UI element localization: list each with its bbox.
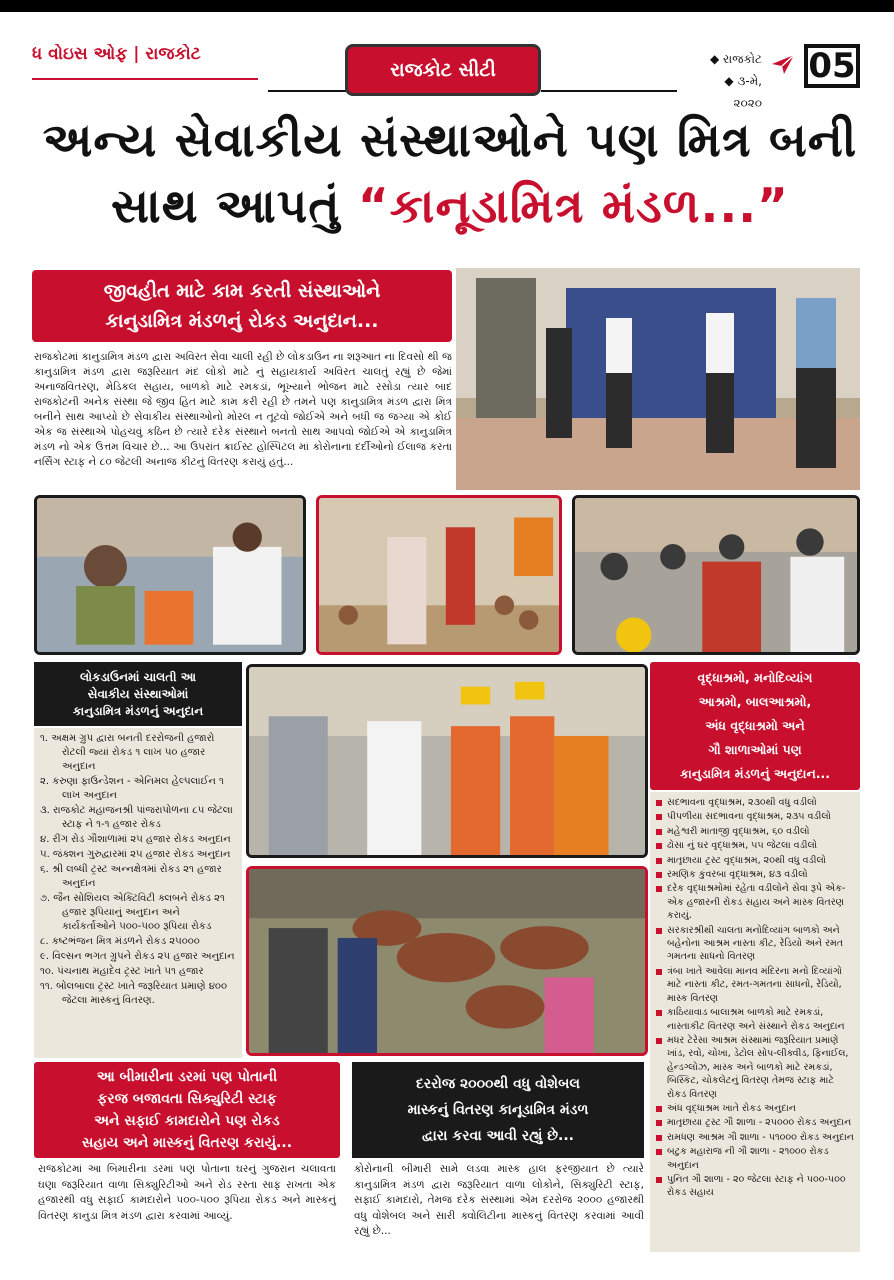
story3-title xyxy=(352,1062,644,1158)
story2-title-line4: સહાય અને માસ્કનું વિતરણ કરાયું... xyxy=(81,1135,293,1151)
headline-line2 xyxy=(30,174,870,240)
grant-list-item: ૮. કષ્ટભંજન મિત્ર મંડળને રોકડ ૨૫૦૦૦ xyxy=(40,936,200,947)
photo-distribution-1 xyxy=(34,495,306,655)
shelter-list-item: બટુક મહારાજ ની ગૌ શાળા - ૨૧૦૦૦ રોકડ અનુદાન xyxy=(655,1145,855,1172)
masthead-pre: ધ વોઇસ ઓફ xyxy=(32,44,128,64)
shelter-list-item: માતૃછાયા ટ્રસ્ટ વૃદ્ધાશ્રમ, ૨૦થી વધુ વડીલો xyxy=(655,854,855,867)
headline-line2-prefix: સાથ આપતું xyxy=(111,179,341,234)
story1-body: રાજકોટમાં કાનુડામિત્ર મંડળ દ્વારા અવિરત સેવા ચાલી રહી છે લોકડાઉન ના શરૂઆત ના દિવસો થી જ કાનુડામિત્ર મંડળ દ્વારા જરૂરિયાત મંદ લોકો માટે નું સહાયકાર્ય અવિરત ચાલતું રહ્યું છે જેમાં અનાજવિતરણ, મેડિકલ સહાય, બાળકો માટે રમકડાં, ભૂખ્યાને ભોજન માટે રસોડા ત્યાર બાદ રાજકોટની અનેક સંસ્થા જે જીવ હિત માટે કામ કરી રહી છે તમને પણ કાનુડામિત્ર મંડળ દ્વારા મિત્ર બનીને સાથ આપ્યો છે સેવાકીય સંસ્થાઓનો મોરલ ન તૂટવો જોઈએ અને બધી જ જગ્યા એ કોઈ એક જ સંસ્થાએ પોહચવું કઠિન છે ત્યારે દરેક સંસ્થાને બનતો સાથ આપવો જોઈએ એ કાનુડામિત્ર મંડળ નો એક ઉત્તમ વિચાર છે... આ ઉપરાંત ક્રાઈસ્ટ હોસ્પિટલ માં કોરોનાના દર્દીઓનો ઈલાજ કરતા નર્સિંગ સ્ટાફ ને ૮૦ જેટલી અનાજ કીટનું વિતરણ કરાયું હતું... xyxy=(34,351,452,468)
shelter-list-item: અંધ વૃદ્ધાશ્રમ ખાતે રોકડ અનુદાન xyxy=(655,1102,855,1115)
shelter-list-item: માતૃછાયા ટ્રસ્ટ ગૌ શાળા - ૨૫૦૦૦ રોકડ અનુદાન xyxy=(655,1116,855,1129)
story3-title-line2: માસ્કનું વિતરણ કાનૂડામિત્ર મંડળ xyxy=(407,1102,589,1118)
story1-title-line2: કાનુડામિત્ર મંડળનું રોકડ અનુદાન... xyxy=(105,310,379,332)
headline-line1: અન્ય સેવાકીય સંસ્થાઓને પણ મિત્ર બની xyxy=(42,113,858,168)
grant-list-item: ૧૦. પંચનાથ મહાદેવ ટ્રસ્ટ ખાતે ૫૧ હજાર xyxy=(40,966,204,977)
header-rule-left xyxy=(268,90,348,92)
photo-volunteers-at-gate xyxy=(456,268,860,490)
story1-title-line1: જીવહીત માટે કામ કરતી સંસ્થાઓને xyxy=(103,280,381,302)
story3-title-line3: દ્વારા કરવા આવી રહ્યું છે... xyxy=(422,1128,574,1144)
masthead-underline xyxy=(32,78,258,80)
shelter-list-item: મધર ટેરેસા આશ્રમ સંસ્થામાં જરૂરિયાત પ્રમાણે ખાંડ, રવો, ચોખા, ડેટોલ સોપ-લીક્વીડ, ફિનાઈલ, હેન્ડગ્લોઝ, માસ્ક અને બાળકો માટે રમકડાં, બિસ્કિટ, ચોકલેટનું વિતરણ તેમજ સ્ટાફ માટે રોકડ વિતરણ xyxy=(655,1034,855,1101)
photo-cow-shelter xyxy=(246,866,648,1056)
shelter-list-item: ત્રંબા ખાતે આવેલા માનવ મંદિરના મનો દિવ્યાંગો માટે નાસ્તા કીટ, રમત-ગમતના સાધનો, રેડિયો, માસ્ક વિતરણ xyxy=(655,965,855,1005)
shelter-list-item: પીપળીયા સદભાવના વૃદ્ધાશ્રમ, ૨૩૫ વડીલો xyxy=(655,810,855,823)
headline-line2-red: “કાનૂડામિત્ર મંડળ...” xyxy=(357,179,789,234)
shelter-list-item: રમણિક કુંવરબા વૃદ્ધાશ્રમ, ૪૩ વડીલો xyxy=(655,868,855,881)
shelter-list-item: કાઠિયાવાડ બાલાશ્રમ બાળકો માટે રમકડાં, નાસ્તાકીટ વિતરણ અને સંસ્થાને રોકડ અનુદાન xyxy=(655,1006,855,1033)
list-title-line2: સેવાકીય સંસ્થાઓમાં xyxy=(87,686,189,701)
right-title-line3: અંધ વૃદ્ધાશ્રમો અને xyxy=(705,718,805,733)
grant-list-item: ૯. વિલ્સન ભગત ગ્રુપને રોકડ ૨૫ હજાર અનુદાન xyxy=(40,951,235,962)
right-title-line5: કાનુડામિત્ર મંડળનું અનુદાન... xyxy=(679,766,831,781)
story1-title xyxy=(32,270,452,342)
shelter-list xyxy=(655,796,855,1200)
story2-body: રાજકોટમાં આ બિમારીના ડરમાં પણ પોતાના ઘરનું ગુજરાન ચલાવતા ઘણા જરૂરિયાત વાળા સિક્યુરિટીઓ અને રોડ રસ્તા સાફ રાખતા એક હજારથી વધુ સફાઈ કામદારોને ૫૦૦-૫૦૦ રૂપિયા રોકડ અને માસ્કનું વિતરણ કાનુડા મિત્ર મંડળ દ્વારા કરવામાં આવ્યું. xyxy=(38,1163,336,1222)
right-title-line2: આશ્રમો, બાલઆશ્રમો, xyxy=(698,694,812,709)
page-number: 05 xyxy=(804,44,860,88)
grant-list-item: ૨. કરુણા ફાઉન્ડેશન - એનિમલ હેલ્પલાઈન ૧ લાખ અનુદાન xyxy=(40,776,224,801)
shelter-list-item: રામધણ આશ્રમ ગૌ શાળા - ૫૧૦૦૦ રોકડ અનુદાન xyxy=(655,1131,855,1144)
grant-list-item: ૧૧. બોલબાલા ટ્રસ્ટ ખાતે જરૂરિયાત પ્રમાણે ૪૦૦ જેટલા માસ્કનું વિતરણ. xyxy=(40,981,227,1006)
shelter-list-item: સદભાવના વૃદ્ધાશ્રમ, ૨૩૦થી વધુ વડીલો xyxy=(655,796,855,809)
shelter-list-item: ઢોસા નું ઘર વૃદ્ધાશ્રમ, ૫૫ જેટલા વડીલો xyxy=(655,839,855,852)
header-rule-right xyxy=(541,90,677,92)
shelter-list-item: સરકારશ્રીથી ચાલતા મનોદિવ્યાંગ બાળકો અને બહેનોના આશ્રમ નાસ્તા કીટ, રેડિયો અને રમત ગમતના સાધનો વિતરણ xyxy=(655,924,855,964)
shelter-list-item: મહેશ્વરી માતાજી વૃદ્ધાશ્રમ, ૬૦ વડીલો xyxy=(655,825,855,838)
list-title-line3: કાનુડામિત્ર મંડળનું અનુદાન xyxy=(72,703,204,718)
story2-title xyxy=(34,1062,340,1158)
right-panel xyxy=(650,792,860,1252)
section-band: રાજકોટ સીટી xyxy=(345,44,541,96)
masthead xyxy=(32,44,264,80)
grant-list-item: ૧. અક્ષમ ગ્રુપ દ્વારા બનતી દરરોજની હજારો રોટલી જ્યાં રોકડ ૧ લાખ ૫૦ હજાર અનુદાન xyxy=(40,733,215,772)
photo-mask-distribution xyxy=(246,664,648,858)
story2-title-line2: ફરજ બજાવતા સિક્યુરિટી સ્ટાફ xyxy=(97,1091,277,1107)
list-title-line1: લોકડાઉનમાં ચાલતી આ xyxy=(79,669,197,684)
grant-list-item: ૭. જૈન સોશિયલ એક્ટિવિટી ક્લબને રોકડ ૨૧ હજાર રૂપિયાનું અનુદાન અને કાર્યકર્તાઓને ૫૦૦-૫૦૦ રૂપિયા રોકડ xyxy=(40,893,225,932)
dateline-city: ◆ રાજકોટ xyxy=(710,52,762,66)
top-black-band xyxy=(0,0,894,12)
shelter-list-item: પુનિત ગૌ શાળા - ૨૦ જેટલા સ્ટાફ ને ૫૦૦-૫૦૦ રોકડ સહાય xyxy=(655,1173,855,1200)
list-panel xyxy=(34,728,242,1058)
main-headline xyxy=(30,108,870,240)
dateline-date: ◆ ૩-મે, ૨૦૨૦ xyxy=(724,74,762,110)
right-panel-title xyxy=(650,662,860,790)
right-title-line1: વૃદ્ધાશ્રમો, મનોદિવ્યાંગ xyxy=(697,670,813,685)
paper-plane-icon xyxy=(770,52,796,76)
story2-title-line3: અને સફાઈ કામદારોને પણ રોકડ xyxy=(94,1113,280,1129)
shelter-list-item: દરેક વૃદ્ધાશ્રમોમાં રહેતા વડીલોને સેવા રૂપે એક-એક હજારની રોકડ સહાય અને માસ્ક વિતરણ કરાયું. xyxy=(655,882,855,922)
grant-list-item: ૬. શ્રી લબ્ધી ટ્રસ્ટ અન્નક્ષેત્રમાં રોકડ ૨૧ હજાર અનુદાન xyxy=(40,864,222,889)
photo-distribution-2 xyxy=(316,495,562,655)
list-panel-title xyxy=(34,662,242,726)
grant-list-item: ૪. રીંગ રોડ ગૌશાળામાં ૨૫ હજાર રોકડ અનુદાન xyxy=(40,834,231,845)
masthead-divider: | xyxy=(133,44,146,64)
story3-body: કોરોનાની બીમારી સામે લડવા માસ્ક હાલ ફરજીયાત છે ત્યારે કાનુડામિત્ર મંડળ દ્વારા જરૂરિયાત વાળા લોકોને, સિક્યુરિટી સ્ટાફ, સફાઈ કામદારો, તેમજ દરેક સંસ્થામાં એમ દરરોજ ૨૦૦૦ હજારથી વધુ વોશેબલ અને સારી ક્વોલિટીના માસ્કનું વિતરણ કરવામાં આવી રહ્યું છે... xyxy=(354,1163,644,1237)
grant-list xyxy=(40,732,236,1008)
grant-list-item: ૩. રાજકોટ મહાજનશ્રી પાંજરાપોળના ૮૫ જેટલા સ્ટાફ ને ૧-૧ હજાર રોકડ xyxy=(40,805,233,830)
masthead-name: રાજકોટ xyxy=(145,44,201,64)
photo-distribution-3 xyxy=(572,495,860,655)
story2-title-line1: આ બીમારીના ડરમાં પણ પોતાની xyxy=(96,1069,278,1085)
story3-title-line1: દરરોજ ૨૦૦૦થી વધુ વોશેબલ xyxy=(416,1076,580,1092)
right-title-line4: ગૌ શાળાઓમાં પણ xyxy=(708,742,802,757)
grant-list-item: ૫. જંક્શન ગુરુદ્વારમાં ૨૫ હજાર રોકડ અનુદાન xyxy=(40,849,231,860)
